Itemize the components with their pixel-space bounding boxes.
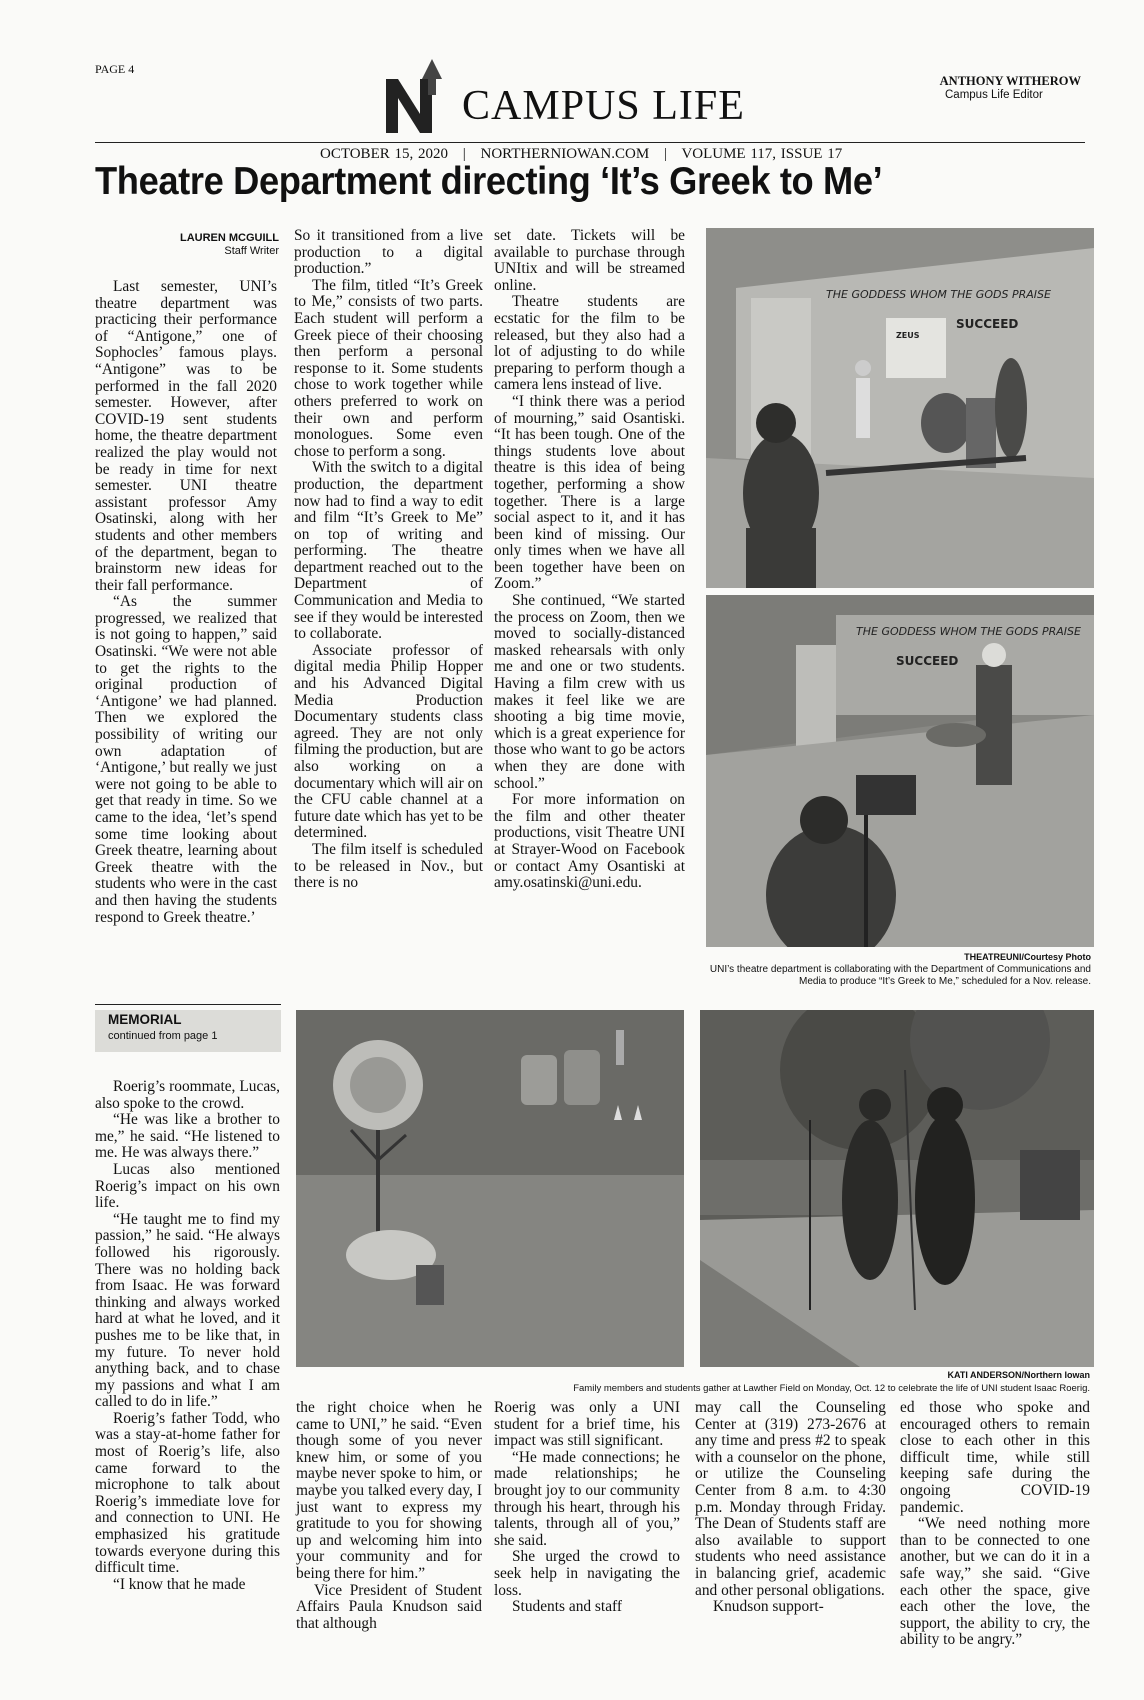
theatre-photo-bottom [706,595,1094,947]
paragraph: With the switch to a digital production, the department now had to find a way to edit and film “It’s Greek to Me” on top of writing and performing. The theatre department reached out to the Department of Communication and Media to see if they would be interested to collaborate. [294,459,483,643]
issue-date: OCTOBER 15, 2020 [320,146,448,162]
paragraph: Roerig’s father Todd, who was a stay-at-home father for most of Roerig’s life, also came forward to the microphone to talk about Roerig’s immediate love for and connection to UNI. He emphasized his gratitude towards everyone during this difficult time. [95,1409,280,1577]
paragraph: “As the summer progressed, we realized that is not going to happen,” said Osatinski. “We were not able to get the rights to the original production of ‘Antigone’ we had planned. Then we explored the possibility of writing our own adaptation of ‘Antigone,’ but really we just were not going to be able to get that ready in time. So we came to the idea, ‘let’s spend some time looking about Greek theatre, learning about Greek theatre with the students who were in the cast and then having the students respond to Greek theatre.’ [95,593,277,926]
paragraph: For more information on the film and other theater productions, visit Theatre UNI at Strayer-Wood on Facebook or contact Amy Osantiski at amy.osatinski@uni.edu. [494,791,685,892]
paragraph: So it transitioned from a live production to a digital production.” [294,227,483,278]
paragraph: “I think there was a period of mourning,” said Osantiski. “It has been tough. One of the things students love about theatre is this idea of being together, performing a show together. There is a large social aspect to it, and it has been kind of missing. Our only times when we have all been together have been on Zoom.” [494,392,685,593]
stage-succeed-text: SUCCEED [956,317,1019,331]
paragraph: the right choice when he came to UNI,” he said. “Even though some of you never knew him, or some of you maybe never spoke to him, or maybe you talked every day, I just want to express my gratitude to you for showing up and welcoming him into your community and for being there for him.” [296,1399,482,1582]
paragraph: Associate professor of digital media Philip Hopper and his Advanced Digital Media Production Documentary students class agreed. They are not only filming the production, but are also working on a documentary which will air on the CFU cable channel at a future date which has yet to be determined. [294,641,483,842]
website[interactable]: NORTHERNIOWAN.COM [480,146,650,162]
paragraph: may call the Counseling Center at (319) 273-2676 at any time and press #2 to speak with a counselor on the phone, or utilize the Counseling Center from 8 a.m. to 4:30 p.m. Monday through Friday. The Dean of Students staff are also available to support students who need assistance in balancing grief, academic and other personal obligations. [695,1399,886,1599]
stage-board-text: ZEUS [896,331,920,340]
memorial-photo-caption: Family members and students gather at Lawther Field on Monday, Oct. 12 to celebrate the life of UNI student Isaac Roerig. [573,1383,1090,1394]
paragraph: “He was like a brother to me,” he said. “He listened to me. He was always there.” [95,1111,280,1162]
paragraph: “We need nothing more than to be connected to one another, but we can do it in a safe way,” she said. “Give each other the space, give each other the love, the support, the ability to cry, the ability to be angry.” [900,1515,1090,1649]
separator: | [462,146,466,162]
memorial-column-2 [296,1400,482,1632]
memorial-column-4 [695,1400,886,1616]
theatre-photo-top [706,228,1094,588]
editor-role: Campus Life Editor [945,89,1043,101]
memorial-column-5 [900,1400,1090,1649]
paragraph: Students and staff [512,1598,623,1616]
paragraph: ed those who spoke and encouraged others to remain close to each other in this difficult time, while still keeping safe during the ongoing COVID-19 pandemic. [900,1399,1090,1516]
stage-banner-text: THE GODDESS WHOM THE GODS PRAISE [856,625,1081,638]
northern-iowan-logo [386,57,456,135]
paragraph: set date. Tickets will be available to purchase through UNItix and will be streamed online. [494,227,685,294]
paragraph: She urged the crowd to seek help in navigating the loss. [494,1548,680,1599]
paragraph: The film itself is scheduled to be released in Nov., but there is no [294,840,483,892]
section-divider [95,1004,281,1005]
continued-from: continued from page 1 [108,1030,218,1042]
theatre-column-3 [494,228,685,892]
theatre-column-1 [95,279,277,926]
byline-name: LAUREN MCGUILL [180,232,279,244]
headline: Theatre Department directing ‘It’s Greek to Me’ [95,160,883,203]
paragraph: “He made connections; he made relationships; he brought joy to our community through his heart, through his talents, through all of you,” she said. [494,1448,680,1549]
theatre-photo-caption: UNI’s theatre department is collaborating with the Department of Communications and Media to produce “It’s Greek to Me,” scheduled for a Nov. release. [709,964,1091,987]
paragraph: Theatre students are ecstatic for the film to be released, but they also had a lot of adjusting to do while preparing to perform though a camera lens instead of live. [494,293,685,394]
memorial-photo-left [296,1010,684,1367]
paragraph: Last semester, UNI’s theatre department was practicing their performance of “Antigone,” one of Sophocles’ famous plays. “Antigone” was to be performed in the fall 2020 semester. However, after COVID-19 sent students home, the theatre department realized the play would not be ready in time for next semester. UNI theatre assistant professor Amy Osatinski, along with her students and other members of the department, began to brainstorm new ideas for their fall performance. [95,278,277,594]
paragraph: She continued, “We started the process on Zoom, then we moved to socially-distanced masked rehearsals with only me and one or two students. Having a film crew with us makes it feel like we are shooting a big time movie, which is a great experience for those who want to go be actors when they are done with school.” [494,592,685,792]
editor-name: ANTHONY WITHEROW [939,74,1081,88]
paragraph: Vice President of Student Affairs Paula Knudson said that although [296,1581,482,1632]
separator: | [663,146,667,162]
stage-succeed-text: SUCCEED [896,654,959,668]
memorial-photo-credit: KATI ANDERSON/Northern Iowan [947,1370,1090,1380]
byline-role: Staff Writer [224,245,279,257]
masthead-rule [95,142,1085,143]
paragraph: Roerig was only a UNI student for a brief time, his impact was still significant. [494,1399,680,1450]
paragraph: Roerig’s roommate, Lucas, also spoke to the crowd. [95,1078,280,1112]
page-number: PAGE 4 [95,62,135,76]
volume-issue: VOLUME 117, ISSUE 17 [681,146,843,162]
memorial-photo-right [700,1010,1094,1367]
memorial-column-3 [494,1400,680,1616]
stage-banner-text: THE GODDESS WHOM THE GODS PRAISE [826,288,1051,301]
section-title: CAMPUS LIFE [462,83,745,129]
memorial-column-1 [95,1079,280,1593]
paragraph: “I know that he made [113,1575,246,1593]
theatre-photo-credit: THEATREUNI/Courtesy Photo [964,952,1091,962]
paragraph: Lucas also mentioned Roerig’s impact on his own life. [95,1160,280,1212]
paragraph: Knudson support- [713,1598,824,1616]
memorial-kicker: MEMORIAL [108,1012,182,1027]
paragraph: The film, titled “It’s Greek to Me,” consists of two parts. Each student will perform a Greek piece of their choosing then perform a personal response to it. Some students chose to work together while others preferred to work on their own and perform monologues. Some even chose to perform a song. [294,276,483,460]
theatre-column-2 [294,228,483,892]
paragraph: “He taught me to find my passion,” he said. “He always followed his rigorously. There was no holding back from Isaac. He was forward thinking and always worked hard at what he loved, and it pushes me to be like that, in my future. To never hold anything back, and to chase my passions and what I am called to do in life.” [95,1210,280,1411]
